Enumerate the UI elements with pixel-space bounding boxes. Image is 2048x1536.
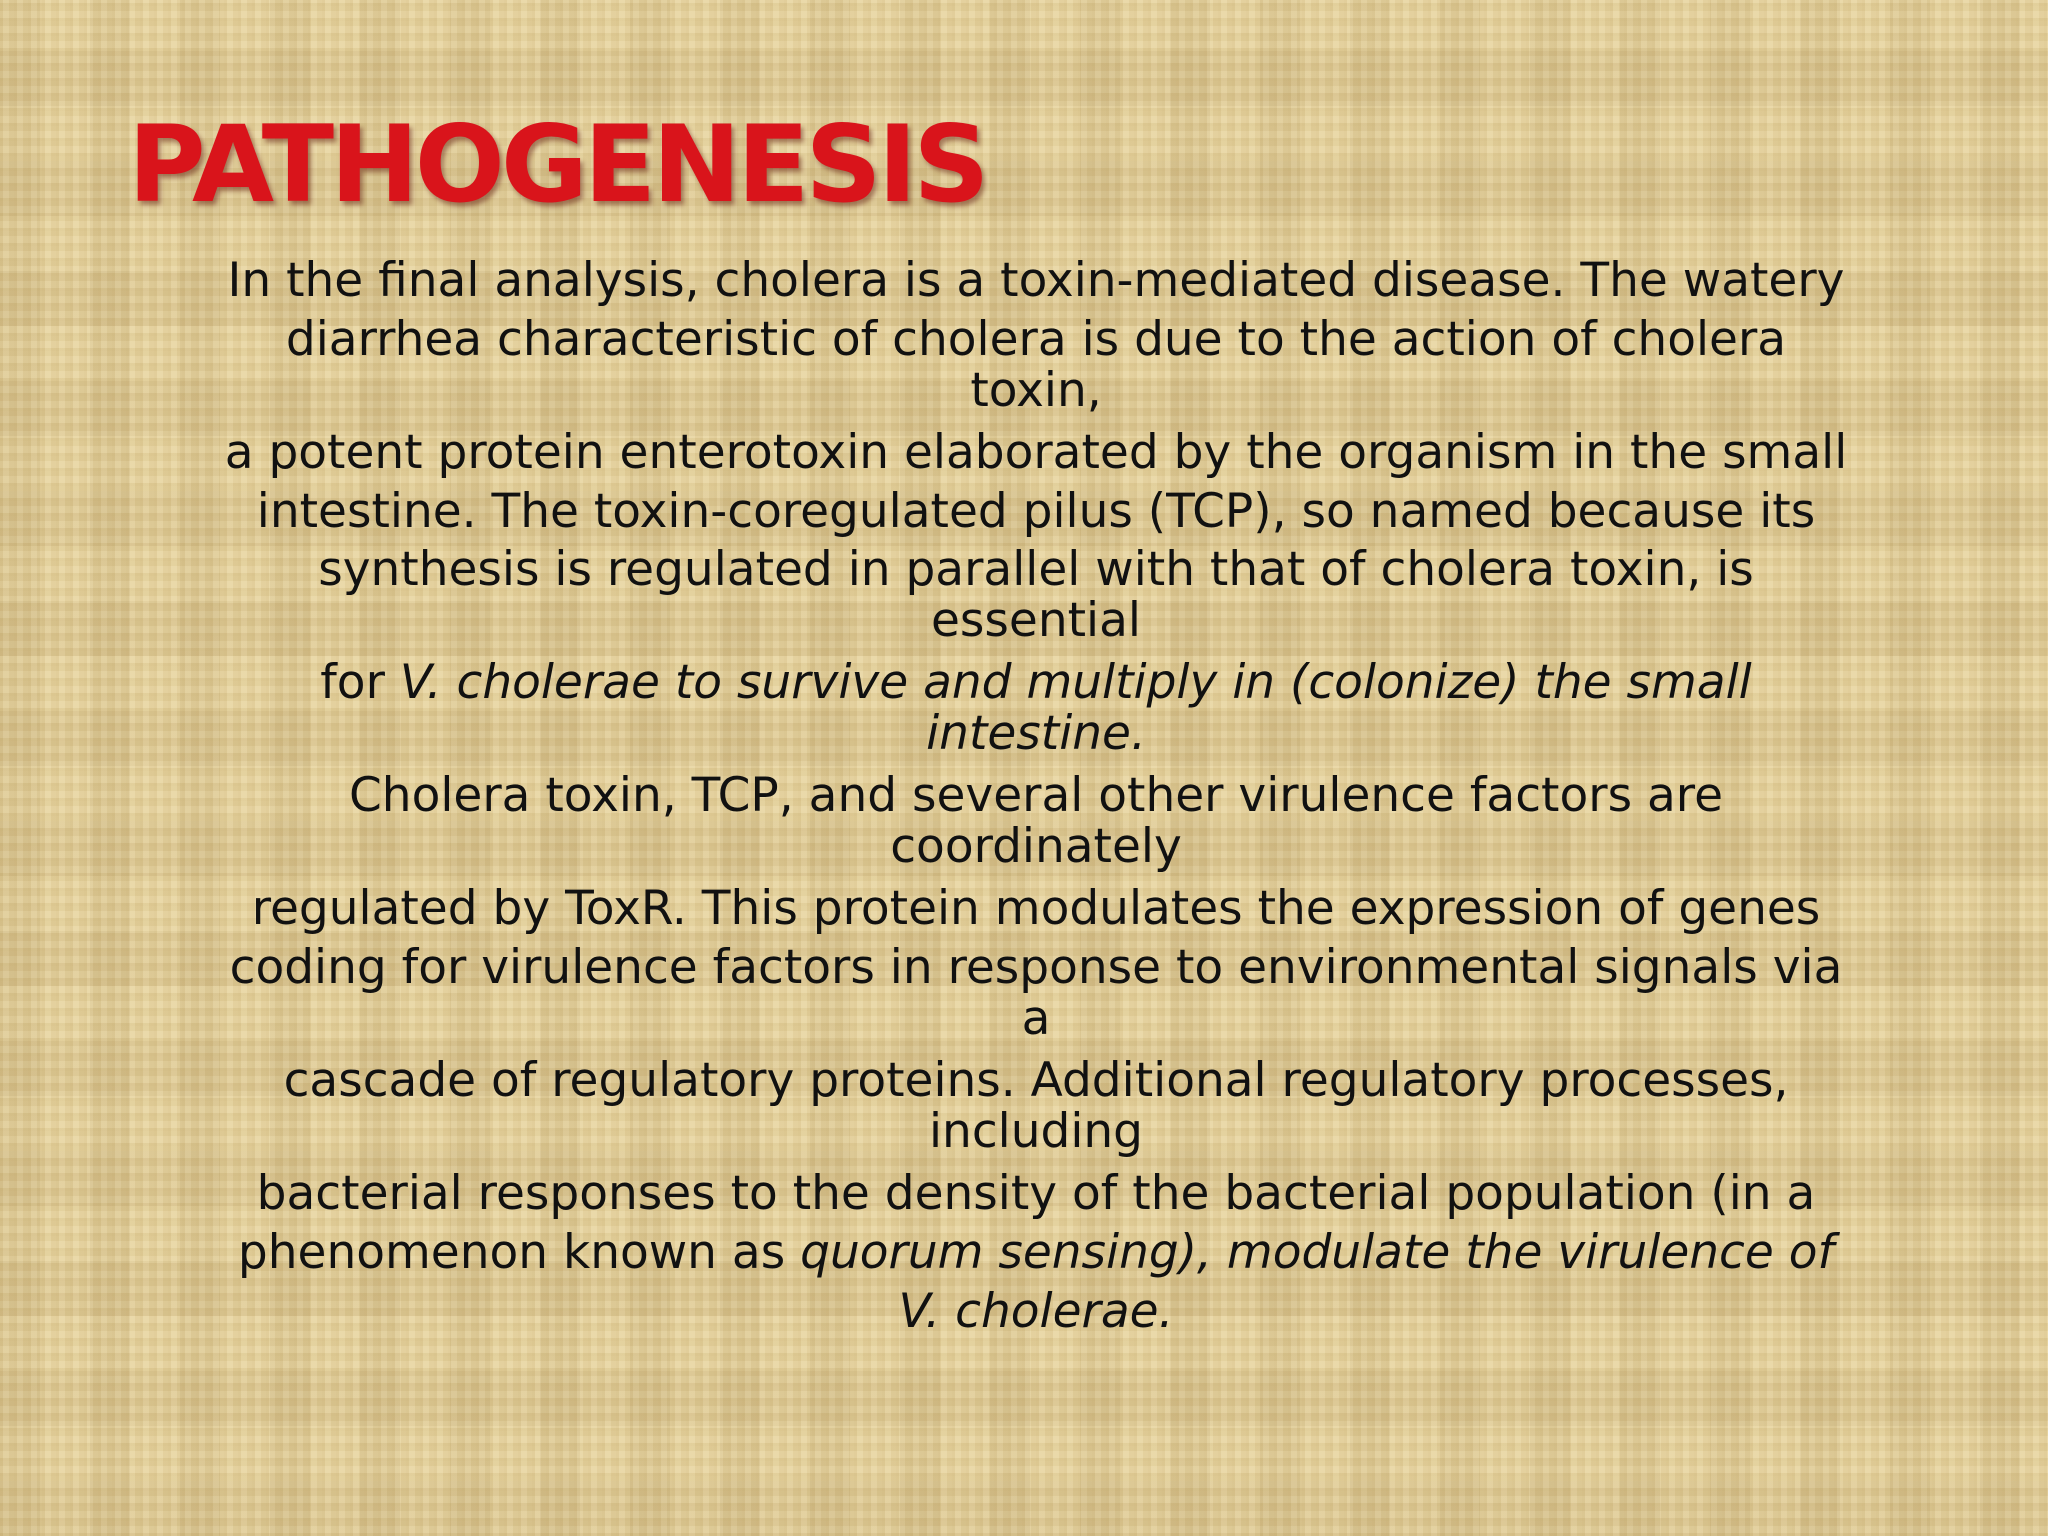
body-line: [96, 1224, 1976, 1283]
body-line: coordinately: [890, 819, 1182, 875]
body-line: [96, 654, 1976, 713]
body-line: Cholera toxin, TCP, and several other virulence factors are: [348, 768, 1723, 824]
slide-title: PATHOGENESIS: [128, 103, 986, 226]
body-line: coding for virulence factors in response to environmental signals via: [229, 940, 1843, 996]
body-line: V. cholerae.: [898, 1283, 1174, 1339]
slide-body: [96, 252, 1976, 1342]
body-line: synthesis is regulated in parallel with that of cholera toxin, is: [318, 542, 1754, 598]
body-line-italic: quorum sensing), modulate the virulence of: [800, 1225, 1835, 1281]
body-line: toxin,: [970, 362, 1102, 418]
body-line: including: [928, 1103, 1144, 1159]
body-line: intestine. The toxin-coregulated pilus (TCP), so named because its: [256, 483, 1816, 539]
body-line: a potent protein enterotoxin elaborated by the organism in the small: [224, 424, 1848, 480]
body-line: intestine.: [926, 706, 1146, 762]
body-line-normal: for: [320, 655, 400, 711]
body-line: a: [1021, 990, 1051, 1046]
body-line: essential: [931, 593, 1141, 649]
body-line: In the final analysis, cholera is a toxin-mediated disease. The watery: [227, 253, 1845, 308]
body-line: bacterial responses to the density of the bacterial population (in a: [256, 1166, 1816, 1222]
body-line: regulated by ToxR. This protein modulates the expression of genes: [251, 881, 1821, 937]
body-line-italic: V. cholerae to survive and multiply in (colonize) the small: [399, 655, 1752, 711]
body-line: diarrhea characteristic of cholera is due to the action of cholera: [285, 311, 1787, 367]
body-line: cascade of regulatory proteins. Additional regulatory processes,: [283, 1053, 1789, 1109]
body-line-normal: phenomenon known as: [237, 1225, 801, 1281]
